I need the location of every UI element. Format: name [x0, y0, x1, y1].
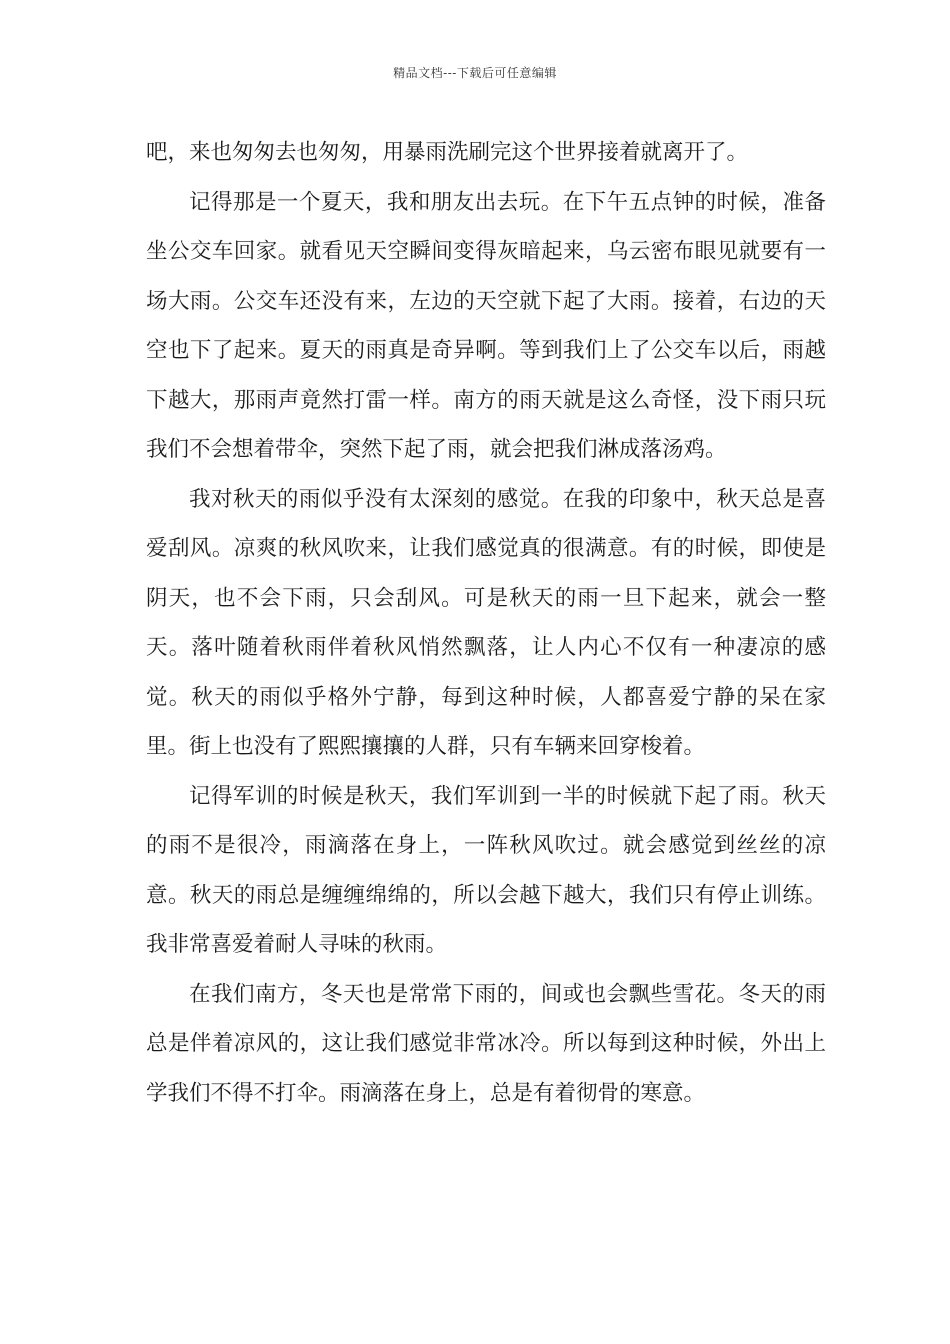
document-body [146, 128, 826, 1118]
paragraph: 我对秋天的雨似乎没有太深刻的感觉。在我的印象中，秋天总是喜爱刮风。凉爽的秋风吹来，让我们感觉真的很满意。有的时候，即使是阴天，也不会下雨，只会刮风。可是秋天的雨一旦下起来，就会一整天。落叶随着秋雨伴着秋风悄然飘落，让人内心不仅有一种凄凉的感觉。秋天的雨似乎格外宁静，每到这种时候，人都喜爱宁静的呆在家里。街上也没有了熙熙攘攘的人群，只有车辆来回穿梭着。 [146, 486, 826, 759]
paragraph: 记得那是一个夏天，我和朋友出去玩。在下午五点钟的时候，准备坐公交车回家。就看见天空瞬间变得灰暗起来，乌云密布眼见就要有一场大雨。公交车还没有来，左边的天空就下起了大雨。接着，右边的天空也下了起来。夏天的雨真是奇异啊。等到我们上了公交车以后，雨越下越大，那雨声竟然打雷一样。南方的雨天就是这么奇怪，没下雨只玩我们不会想着带伞，突然下起了雨，就会把我们淋成落汤鸡。 [146, 189, 826, 462]
page-header: 精品文档---下载后可任意编辑 [393, 66, 557, 80]
paragraph: 在我们南方，冬天也是常常下雨的，间或也会飘些雪花。冬天的雨总是伴着凉风的，这让我们感觉非常冰冷。所以每到这种时候，外出上学我们不得不打伞。雨滴落在身上，总是有着彻骨的寒意。 [146, 981, 826, 1106]
paragraph: 记得军训的时候是秋天，我们军训到一半的时候就下起了雨。秋天的雨不是很冷，雨滴落在身上，一阵秋风吹过。就会感觉到丝丝的凉意。秋天的雨总是缠缠绵绵的，所以会越下越大，我们只有停止训练。我非常喜爱着耐人寻味的秋雨。 [146, 783, 826, 957]
paragraph: 吧，来也匆匆去也匆匆，用暴雨洗刷完这个世界接着就离开了。 [146, 140, 749, 165]
